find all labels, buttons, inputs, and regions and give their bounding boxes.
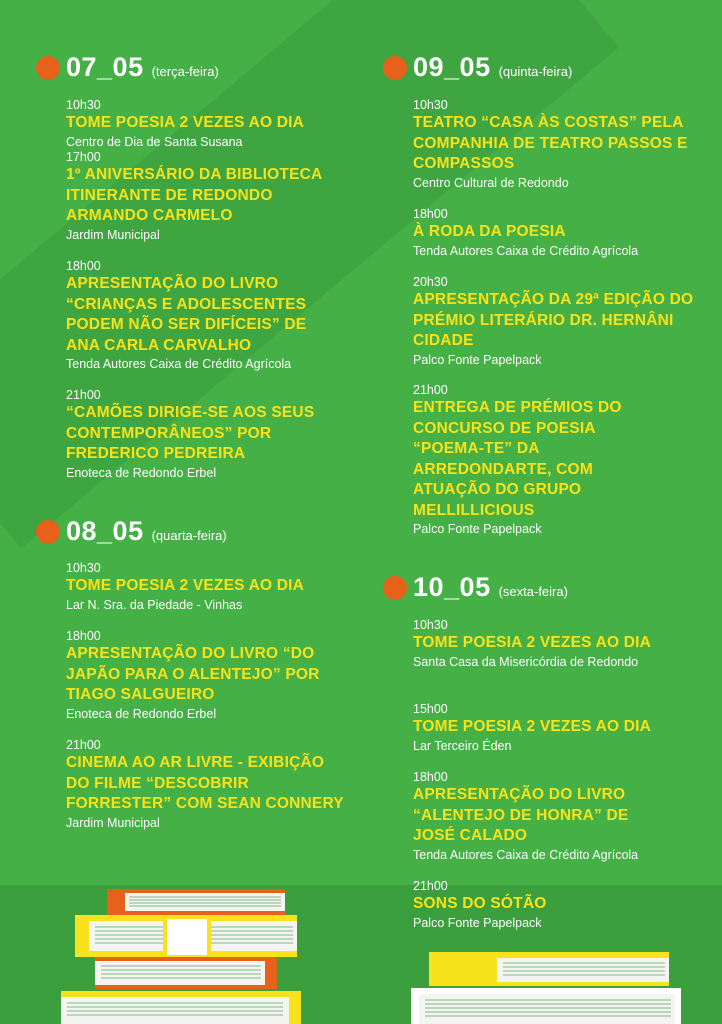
event-title: APRESENTAÇÃO DA 29ª EDIÇÃO DO PRÉMIO LITERÁRIO DR. HERNÂNI CIDADE	[413, 291, 694, 349]
day-header-08-05	[66, 516, 227, 547]
event-place: Lar N. Sra. da Piedade - Vinhas	[66, 597, 243, 612]
day-weekday: (quinta-feira)	[498, 64, 573, 79]
event-place: Enoteca de Redondo Erbel	[66, 706, 217, 721]
event-item	[66, 561, 356, 613]
event-time: 21h00	[413, 383, 448, 397]
event-time: 21h00	[413, 879, 448, 893]
event-place: Tenda Autores Caixa de Crédito Agrícola	[66, 357, 292, 371]
day-weekday: (quarta-feira)	[151, 528, 227, 543]
day-weekday: (terça-feira)	[151, 64, 219, 79]
event-item	[66, 738, 356, 831]
event-title: TEATRO “CASA ÀS COSTAS” PELA COMPANHIA DE TEATRO PASSOS E COMPASSOS	[413, 114, 688, 172]
event-time: 18h00	[66, 259, 101, 273]
event-item	[413, 618, 703, 670]
event-place: Jardim Municipal	[66, 227, 160, 242]
event-title: “CAMÕES DIRIGE-SE AOS SEUS CONTEMPORÂNEOS” POR FREDERICO PEDREIRA	[66, 404, 315, 462]
event-time: 17h00	[66, 150, 101, 164]
orange-dot-icon	[36, 520, 60, 544]
day-header-09-05	[413, 52, 572, 83]
event-time: 15h00	[413, 702, 448, 716]
event-time: 10h30	[66, 561, 101, 575]
event-place: Enoteca de Redondo Erbel	[66, 465, 217, 480]
orange-dot-icon	[383, 576, 407, 600]
event-title: TOME POESIA 2 VEZES AO DIA	[66, 114, 305, 131]
event-place: Palco Fonte Papelpack	[413, 915, 542, 930]
book-stack-left-icon	[55, 885, 315, 1024]
day-date: 09_05	[413, 52, 491, 82]
event-title: APRESENTAÇÃO DO LIVRO “ALENTEJO DE HONRA” DE JOSÉ CALADO	[413, 786, 629, 844]
day-date: 10_05	[413, 572, 491, 602]
event-time: 18h00	[413, 770, 448, 784]
event-item	[413, 275, 703, 368]
event-title: À RODA DA POESIA	[413, 223, 566, 240]
event-title: TOME POESIA 2 VEZES AO DIA	[413, 634, 652, 651]
event-item	[413, 383, 703, 537]
event-time: 10h30	[413, 618, 448, 632]
orange-dot-icon	[383, 56, 407, 80]
event-place: Palco Fonte Papelpack	[413, 522, 542, 536]
event-title: APRESENTAÇÃO DO LIVRO “CRIANÇAS E ADOLESCENTES PODEM NÃO SER DIFÍCEIS” DE ANA CARLA CARVALHO	[66, 275, 307, 354]
event-item	[66, 388, 356, 481]
event-place: Lar Terceiro Éden	[413, 738, 512, 753]
event-title: ENTREGA DE PRÉMIOS DO CONCURSO DE POESIA “POEMA-TE” DA ARREDONDARTE, COM ATUAÇÃO DO GRUPO MELLILLICIOUS	[413, 399, 622, 519]
event-item	[66, 629, 356, 722]
event-item	[413, 98, 703, 191]
event-title: TOME POESIA 2 VEZES AO DIA	[413, 718, 652, 735]
orange-dot-icon	[36, 56, 60, 80]
event-title: 1º ANIVERSÁRIO DA BIBLIOTECA ITINERANTE DE REDONDO ARMANDO CARMELO	[66, 166, 322, 224]
event-title: APRESENTAÇÃO DO LIVRO “DO JAPÃO PARA O ALENTEJO” POR TIAGO SALGUEIRO	[66, 645, 320, 703]
day-header-07-05	[66, 52, 219, 83]
day-header-10-05	[413, 572, 568, 603]
event-place: Centro Cultural de Redondo	[413, 175, 569, 190]
event-time: 10h30	[413, 98, 448, 112]
event-title: CINEMA AO AR LIVRE - EXIBIÇÃO DO FILME “DESCOBRIR FORRESTER” COM SEAN CONNERY	[66, 754, 344, 812]
event-item	[66, 98, 356, 150]
event-place: Jardim Municipal	[66, 815, 160, 830]
event-place: Tenda Autores Caixa de Crédito Agrícola	[413, 243, 639, 258]
event-item	[413, 207, 703, 259]
event-place: Centro de Dia de Santa Susana	[66, 134, 243, 149]
event-time: 18h00	[66, 629, 101, 643]
book-stack-right-icon	[405, 948, 687, 1024]
event-item	[413, 702, 703, 754]
event-item	[413, 770, 703, 863]
day-weekday: (sexta-feira)	[498, 584, 568, 599]
event-item	[413, 879, 703, 931]
event-item	[66, 150, 356, 243]
event-time: 18h00	[413, 207, 448, 221]
event-time: 21h00	[66, 738, 101, 752]
event-place: Palco Fonte Papelpack	[413, 352, 542, 367]
event-place: Tenda Autores Caixa de Crédito Agrícola	[413, 847, 639, 862]
event-place: Santa Casa da Misericórdia de Redondo	[413, 654, 639, 669]
event-time: 10h30	[66, 98, 101, 112]
day-date: 08_05	[66, 516, 144, 546]
event-time: 21h00	[66, 388, 101, 402]
event-time: 20h30	[413, 275, 448, 289]
event-title: TOME POESIA 2 VEZES AO DIA	[66, 577, 305, 594]
event-title: SONS DO SÓTÃO	[413, 895, 547, 912]
event-item	[66, 259, 356, 372]
day-date: 07_05	[66, 52, 144, 82]
